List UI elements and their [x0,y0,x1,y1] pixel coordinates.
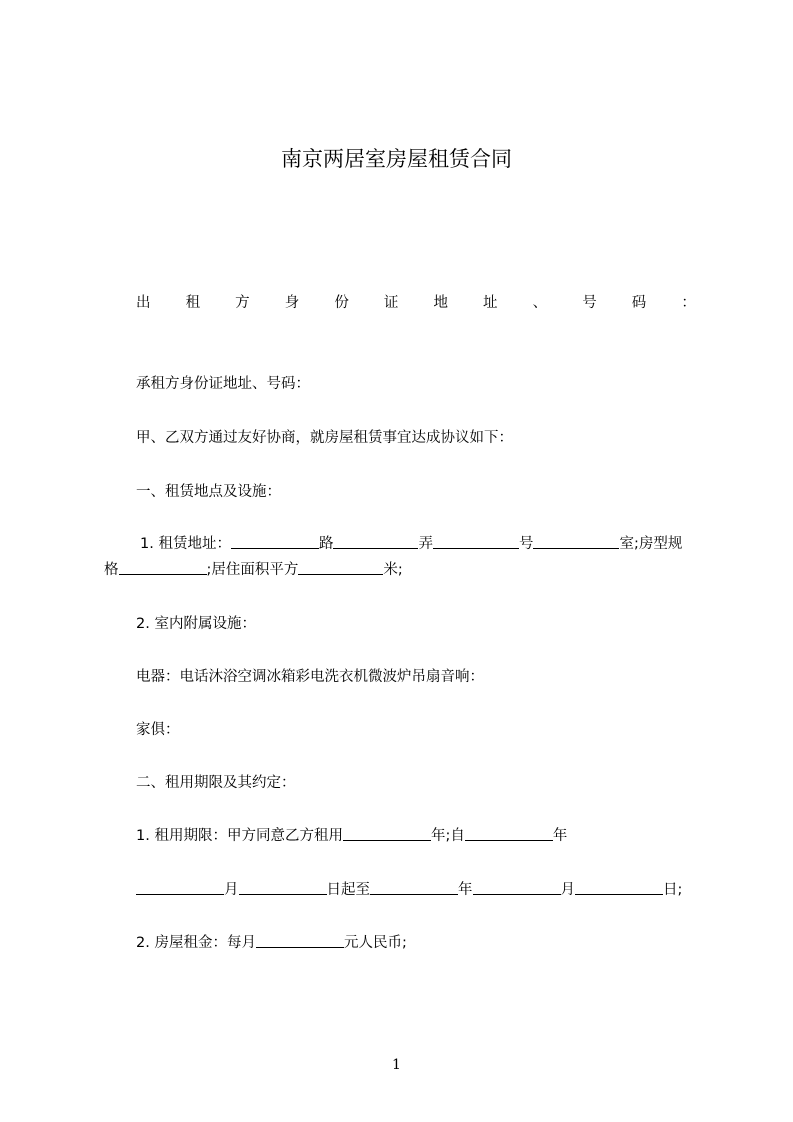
section-heading-1: 一、租赁地点及设施： [136,484,281,500]
year-label: 年 [458,882,473,898]
lessor-id-char: 方 [235,295,250,311]
lessor-id-char: 证 [383,295,399,311]
from-label: 日起至 [326,882,370,898]
blank-field [231,533,319,549]
lessor-id-char: 地 [433,295,448,311]
address-line-cont [104,558,403,579]
blank-field [298,559,383,575]
lessor-id-char: 身 [284,295,300,311]
intro-paragraph: 甲、乙双方通过友好协商，就房屋租赁事宜达成协议如下： [136,430,513,446]
furniture-line: 家俱： [136,722,180,738]
term-year-label: 年;自 [430,828,465,844]
blank-field [256,932,344,948]
blank-field [473,879,561,895]
term-label: 1. 租用期限：甲方同意乙方租用 [136,828,343,844]
term-line [136,824,567,845]
area-unit-label: 米; [383,562,403,578]
term-year2-label: 年 [552,828,568,844]
number-label: 号 [518,536,534,552]
room-type-label: 室;房型规 [619,536,683,552]
contract-title: 南京两居室房屋租赁合同 [281,147,512,171]
lessor-id-char: 、 [532,295,548,311]
lessor-id-char: ： [681,295,696,311]
blank-field [119,559,207,575]
lessor-id-line [136,291,696,312]
blank-field [533,533,619,549]
page-number: 1 [392,1057,401,1073]
month2-label: 月 [560,882,575,898]
road-label: 路 [318,536,334,552]
rent-line [136,931,407,952]
blank-field [333,533,418,549]
blank-field [239,879,327,895]
lessee-id-line: 承租方身份证地址、号码： [136,376,310,392]
blank-field [465,825,553,841]
address-label: 1. 租赁地址： [140,536,231,552]
lessor-id-char: 份 [334,295,349,311]
day-end-label: 日; [663,882,683,898]
blank-field [433,533,519,549]
rent-label: 2. 房屋租金：每月 [136,935,256,951]
address-cont-label: 格 [104,562,119,578]
area-label: ;居住面积平方 [206,562,299,578]
lessor-id-char: 租 [185,295,201,311]
blank-field [343,825,431,841]
rent-unit-label: 元人民币; [343,935,407,951]
lessor-id-char: 号 [582,295,597,311]
term-dates-line [136,878,682,899]
facilities-line: 2. 室内附属设施： [136,616,256,632]
section-heading-2: 二、租用期限及其约定： [136,775,296,791]
blank-field [575,879,663,895]
blank-field [136,879,224,895]
lessor-id-char: 址 [483,295,498,311]
lane-label: 弄 [418,536,433,552]
address-line [140,532,682,553]
lessor-id-char: 出 [136,295,151,311]
lessor-id-char: 码 [631,295,647,311]
month-label: 月 [224,882,239,898]
blank-field [370,879,458,895]
appliances-line: 电器：电话沐浴空调冰箱彩电洗衣机微波炉吊扇音响： [136,669,484,685]
